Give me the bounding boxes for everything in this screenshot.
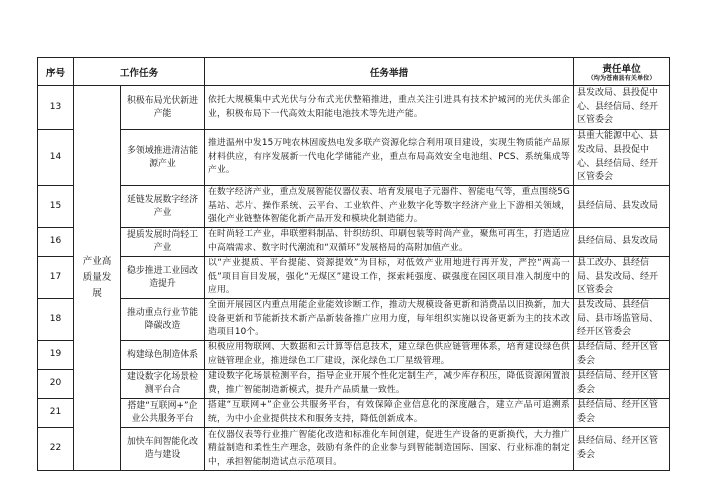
table-row	[38, 299, 670, 341]
responsible-unit: 县发改局、县投促中心、县经信局、经开区管委会	[574, 86, 670, 130]
task-name: 构建绿色制造体系	[121, 341, 205, 370]
task-name: 建设数字化场景检测平台合	[121, 370, 205, 399]
task-measure: 积极应用物联网、大数据和云计算等信息技术，建立绿色供应链管理体系，培育建设绿色供应链管理企业，推进绿色工厂建设，深化绿色工厂星级管理。	[205, 341, 574, 370]
header-unit	[574, 58, 670, 86]
responsible-unit: 县重大能源中心、县发改局、县投促中心、县经信局、经开区管委会	[574, 130, 670, 186]
table-row	[38, 186, 670, 228]
table-row	[38, 130, 670, 186]
header-task: 工作任务	[74, 58, 205, 86]
task-name: 搭建“互联网+”企业公共服务平台	[121, 399, 205, 428]
row-number: 20	[38, 370, 74, 399]
table-row	[38, 257, 670, 299]
header-measure: 任务举措	[205, 58, 574, 86]
row-number: 19	[38, 341, 74, 370]
table-header-row	[38, 58, 670, 86]
responsible-unit: 县经信局、县发改局	[574, 186, 670, 228]
task-measure: 依托大规模集中式光伏与分布式光伏整箱推进，重点关注引进具有技术护城河的光伏头部企业，积极布局下一代高效太阳能电池技术等先进产能。	[205, 86, 574, 130]
header-seq: 序号	[38, 58, 74, 86]
task-name: 加快车间智能化改造与建设	[121, 428, 205, 471]
task-measure: 全面开展园区内重点用能企业能效诊断工作，推动大规模设备更新和消费品以旧换新，加大设备更新和节能新技术新产品新装备推广应用力度，每年组织实施以设备更新为主的技术改造项目10个。	[205, 299, 574, 341]
table-row	[38, 370, 670, 399]
responsible-unit: 县发改局、县经信局、县市场监管局、经开区管委会	[574, 299, 670, 341]
task-table	[37, 57, 670, 471]
task-name: 提质发展时尚轻工产业	[121, 228, 205, 257]
header-unit-label: 责任单位	[602, 63, 641, 75]
table-row	[38, 86, 670, 130]
task-name: 积极布局光伏新进产能	[121, 86, 205, 130]
task-measure: 建设数字化场景检测平台，指导企业开展个性化定制生产，减少库存积压，降低资源闲置浪费，推广智能制造新模式，提升产品质量一致性。	[205, 370, 574, 399]
row-number: 17	[38, 257, 74, 299]
table-row	[38, 428, 670, 471]
responsible-unit: 县经信局、经开区管委会	[574, 370, 670, 399]
table-row	[38, 399, 670, 428]
table-row	[38, 341, 670, 370]
row-number: 15	[38, 186, 74, 228]
responsible-unit: 县经信局、经开区管委会	[574, 341, 670, 370]
row-number: 18	[38, 299, 74, 341]
task-name: 延链发展数字经济产业	[121, 186, 205, 228]
table-row	[38, 228, 670, 257]
task-measure: 以“产业提质、平台提能、资源提效”为目标，对低效产业用地进行再开发，严控“两高一低”项目盲目发展，强化“无煤区”建设工作，探索耗强度、碳强度在园区项目准入制度中的应用。	[205, 257, 574, 299]
task-measure: 在时尚轻工产业，串联塑料制品、针织纺织、印刷包装等时尚产业，聚焦可再生，打造适应中高端需求、数字时代潮流和“双循环”发展格局的高附加值产业。	[205, 228, 574, 257]
row-number: 22	[38, 428, 74, 471]
row-number: 13	[38, 86, 74, 130]
category-cell: 产业高质量发展	[74, 86, 121, 471]
task-table-sheet	[37, 57, 669, 468]
task-measure: 在仪器仪表等行业推广智能化改造和标准化车间创建，促进生产设备的更新换代，大力推广精益制造和柔性生产理念，鼓励有条件的企业参与到智能制造国际、国家、行业标准的制定中，承担智能制造试点示范项目。	[205, 428, 574, 471]
task-name: 多领域推进清洁能源产业	[121, 130, 205, 186]
row-number: 16	[38, 228, 74, 257]
task-measure: 推进温州中发15万吨农林固废热电发多联产资源化综合利用项目建设，实现生物质能产品原材料供应，有序发展新一代电化学储能产业，重点布局高效安全电池组、PCS、系统集成等产业。	[205, 130, 574, 186]
responsible-unit: 县工改办、县经信局、县发改局、经开区管委会	[574, 257, 670, 299]
responsible-unit: 县经信局、经开区管委会	[574, 428, 670, 471]
responsible-unit: 县经信局、县发改局	[574, 228, 670, 257]
task-measure: 在数字经济产业，重点发展智能仪器仪表、培育发展电子元器件、智能电气等，重点围绕5G基站、芯片、操作系统、云平台、工业软件、产业数字化等数字经济产业上下游相关领域，强化产业链整体智能化新产品开发和模块化制造能力。	[205, 186, 574, 228]
task-name: 推动重点行业节能降碳改造	[121, 299, 205, 341]
row-number: 21	[38, 399, 74, 428]
header-unit-note: （均为苍南县有关单位）	[587, 74, 656, 82]
task-measure: 搭建“互联网+”企业公共服务平台，有效保障企业信息化的深度融合，建立产品可追溯系统，为中小企业提供技术和服务支持，降低创新成本。	[205, 399, 574, 428]
row-number: 14	[38, 130, 74, 186]
responsible-unit: 县经信局、经开区管委会	[574, 399, 670, 428]
task-name: 稳步推进工业园改造提升	[121, 257, 205, 299]
